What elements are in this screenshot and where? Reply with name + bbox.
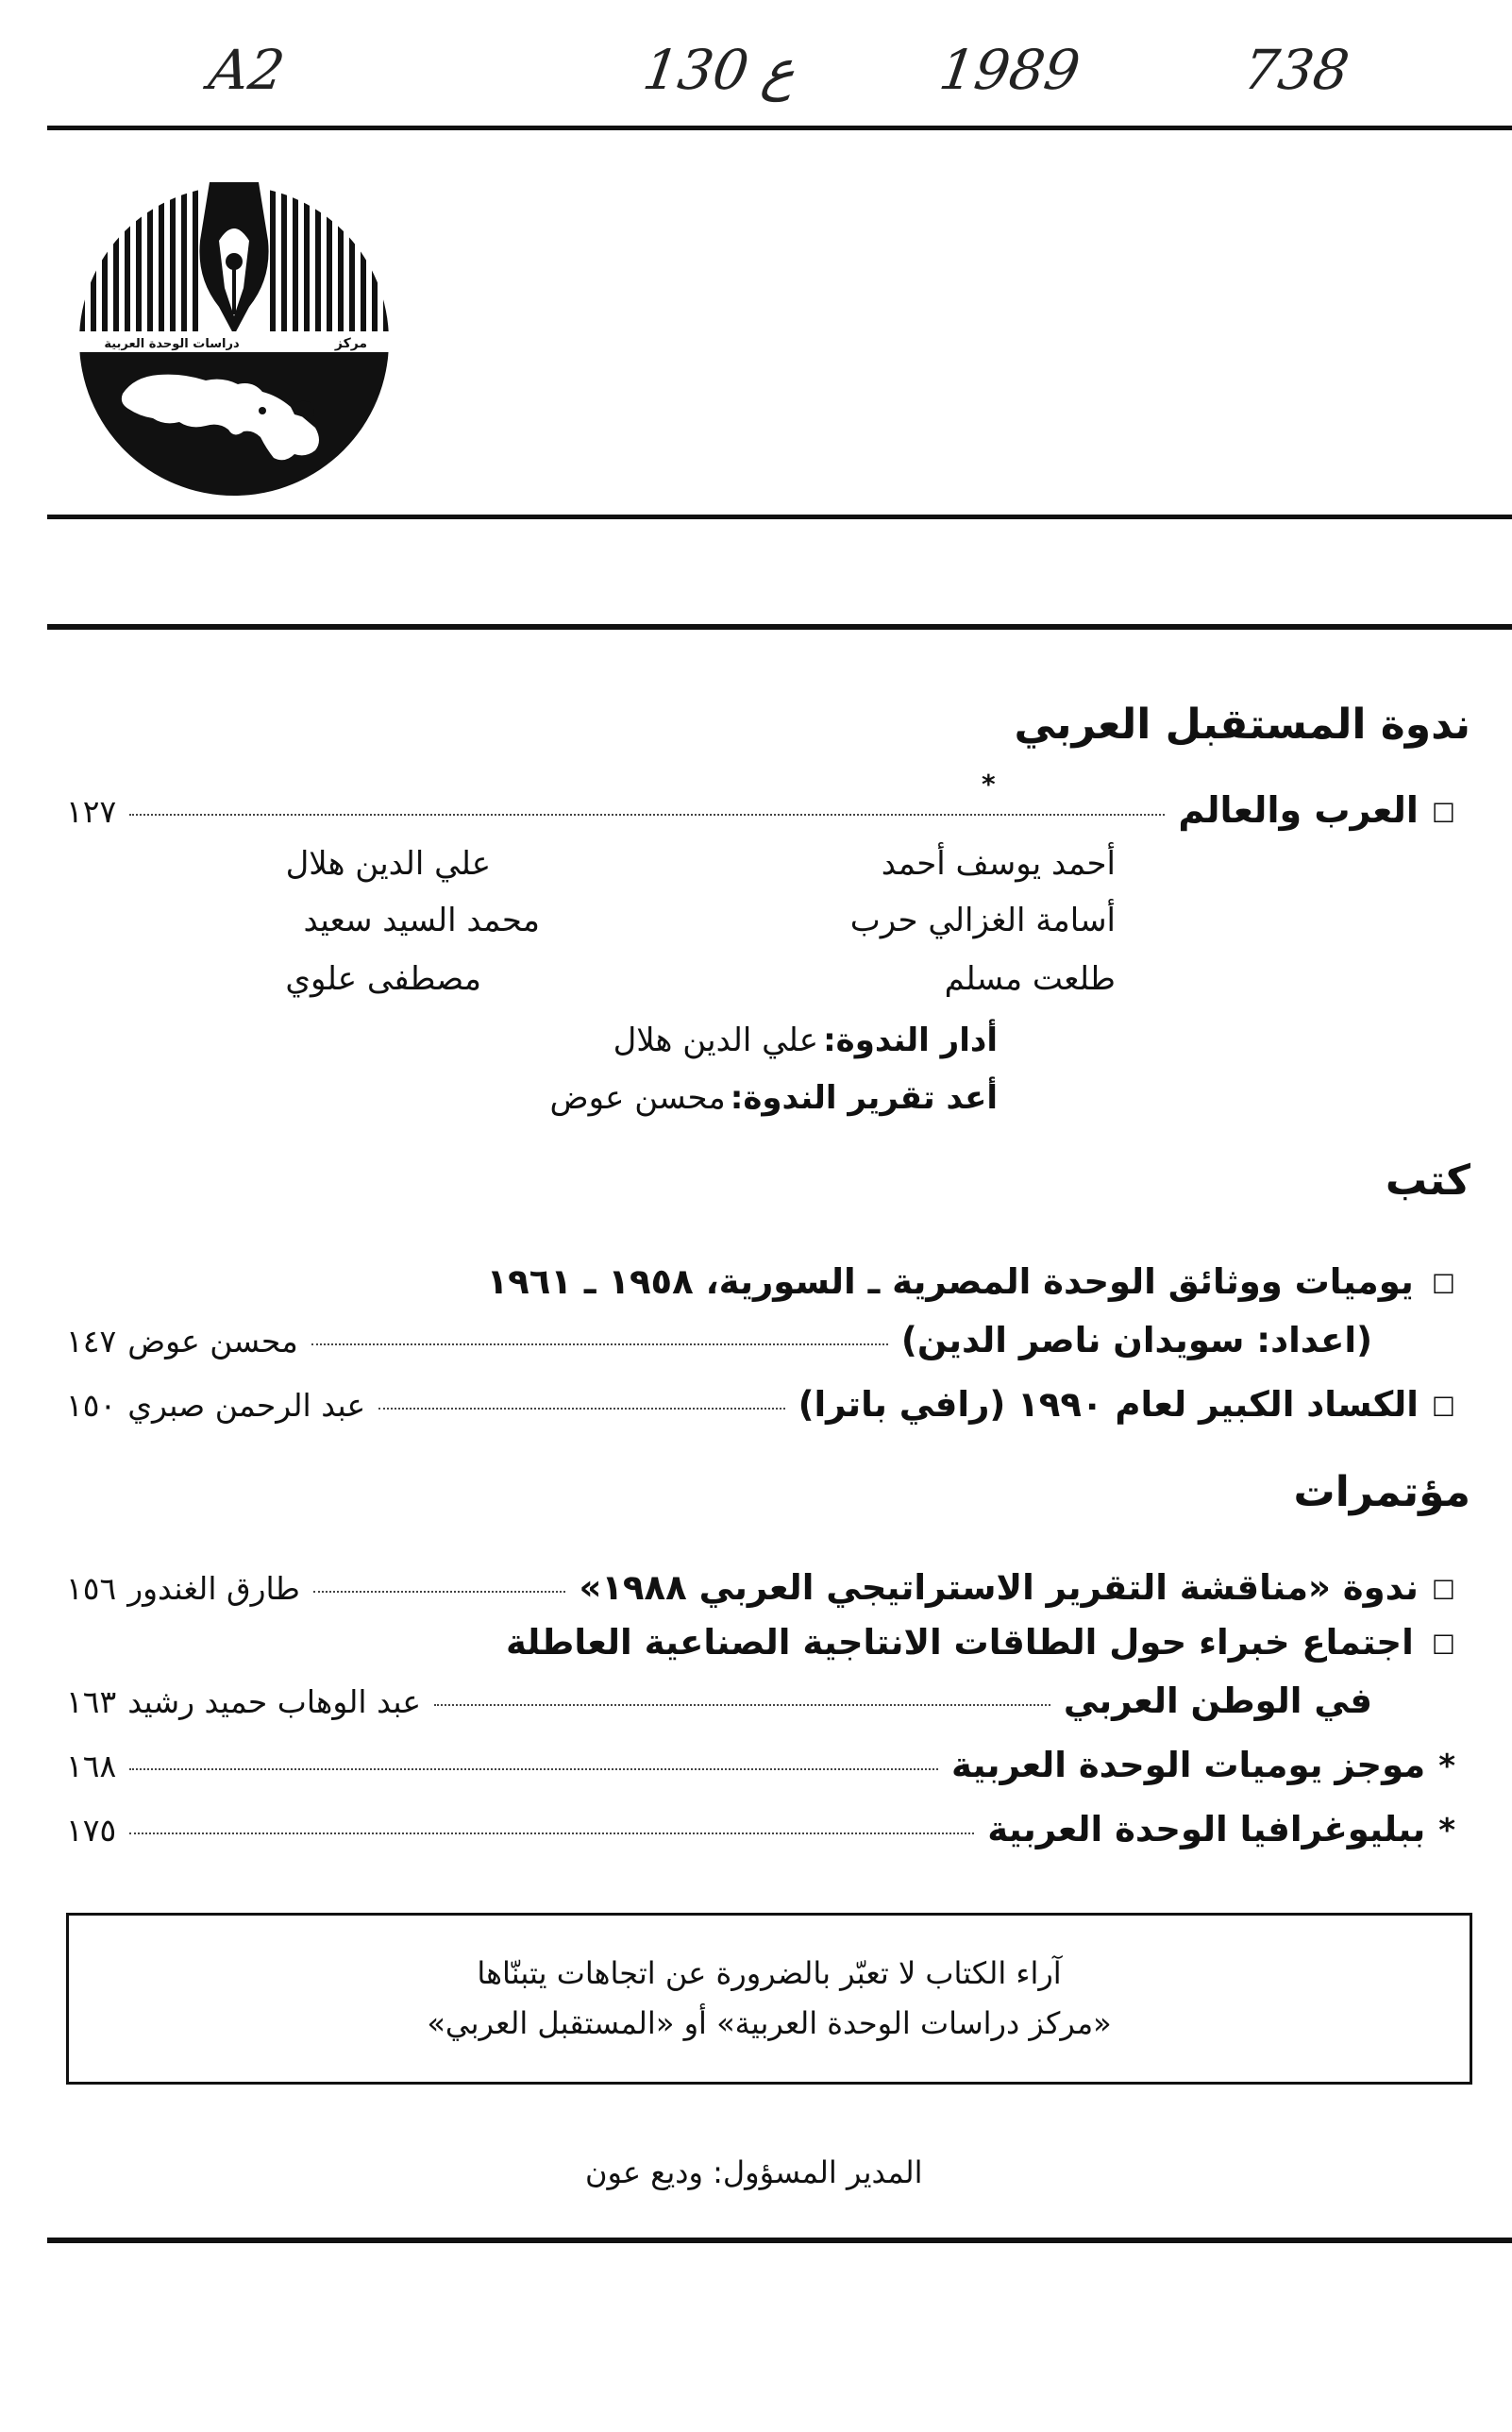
dot-leader — [311, 1343, 888, 1345]
editor-in-charge: المدير المسؤول: وديع عون — [585, 2154, 923, 2190]
top-rule — [47, 126, 1512, 130]
toc-entry-bibliography — [66, 1809, 1455, 1849]
checkbox-square-icon: ☐ — [1431, 1575, 1455, 1606]
handwritten-note-b: 130 — [639, 38, 753, 102]
handwritten-note-d: 1989 — [935, 38, 1084, 102]
logo-bottom-rule — [47, 515, 1512, 519]
book-1-subtitle: (اعداد: سويدان ناصر الدين) — [900, 1320, 1372, 1360]
dot-leader — [378, 1408, 784, 1410]
bottom-rule — [47, 2238, 1512, 2243]
moderator-name: علي الدين هلال — [613, 1022, 818, 1059]
book-1-title-line — [487, 1261, 1455, 1302]
asterisk-mark: * — [982, 768, 996, 800]
conference-2-author: عبد الوهاب حميد رشيد — [127, 1683, 422, 1720]
book-1-author: محسن عوض — [127, 1323, 298, 1360]
section-heading-books: كتب — [1385, 1157, 1470, 1205]
page-number: ١٥٦ — [66, 1570, 117, 1607]
handwritten-note-a: A2 — [205, 38, 289, 102]
misc-item-1: موجز يوميات الوحدة العربية — [951, 1745, 1426, 1785]
participant-right-2: أسامة الغزالي حرب — [849, 902, 1116, 939]
conference-1-title: ندوة «مناقشة التقرير الاستراتيجي العربي ١٩٨٨» — [579, 1567, 1419, 1608]
reporter-line — [550, 1079, 998, 1117]
disclaimer-line-2: «مركز دراسات الوحدة العربية» أو «المستقبل العربي» — [427, 2005, 1112, 2041]
logo-caption-left: مركز — [334, 336, 368, 351]
moderator-line — [613, 1022, 998, 1059]
dot-leader — [129, 1768, 938, 1770]
moderator-label: أدار الندوة: — [823, 1022, 998, 1059]
asterisk-bullet-icon: * — [1438, 1748, 1455, 1785]
disclaimer-line-1: آراء الكتاب لا تعبّر بالضرورة عن اتجاهات يتبنّاها — [477, 1955, 1062, 1992]
conference-2-title-line-1: اجتماع خبراء حول الطاقات الانتاجية الصناعية العاطلة — [505, 1622, 1414, 1663]
toc-entry-title: العرب والعالم — [1178, 789, 1419, 831]
toc-entry-book-2 — [66, 1384, 1455, 1425]
book-1-title: يوميات ووثائق الوحدة المصرية ـ السورية، ١٩٥٨ ـ ١٩٦١ — [486, 1261, 1414, 1302]
toc-entry-conference-2 — [66, 1680, 1372, 1721]
content-top-rule — [47, 624, 1512, 630]
reporter-label: أعد تقرير الندوة: — [730, 1079, 998, 1117]
handwritten-note-c: ع — [758, 38, 800, 102]
page-number: ١٥٠ — [66, 1387, 117, 1424]
toc-entry-conference-1 — [66, 1567, 1455, 1608]
disclaimer-box — [66, 1913, 1472, 2085]
toc-entry-arabs-and-world — [66, 789, 1455, 831]
logo-caption-right: دراسات الوحدة العربية — [104, 337, 240, 351]
section-heading-conferences: مؤتمرات — [1293, 1468, 1470, 1516]
conference-1-author: طارق الغندور — [127, 1570, 300, 1607]
dot-leader — [313, 1591, 566, 1593]
participant-left-3: مصطفى علوي — [285, 960, 481, 998]
participant-left-1: علي الدين هلال — [285, 845, 491, 883]
dot-leader — [434, 1704, 1050, 1706]
checkbox-square-icon: ☐ — [1431, 798, 1455, 829]
center-logo — [68, 175, 400, 496]
page-number: ١٢٧ — [66, 793, 117, 830]
dot-leader — [129, 1832, 974, 1834]
checkbox-square-icon: ☐ — [1431, 1269, 1455, 1300]
toc-entry-unity-diary — [66, 1745, 1455, 1785]
misc-item-2: ببليوغرافيا الوحدة العربية — [987, 1809, 1426, 1849]
participant-left-2: محمد السيد سعيد — [303, 902, 540, 939]
conference-2-title-line-2: في الوطن العربي — [1063, 1680, 1372, 1721]
book-2-title: الكساد الكبير لعام ١٩٩٠ (رافي باترا) — [798, 1384, 1419, 1425]
section-heading-symposium: ندوة المستقبل العربي — [1014, 701, 1470, 749]
checkbox-square-icon: ☐ — [1431, 1392, 1455, 1423]
toc-entry-book-1 — [66, 1320, 1372, 1360]
asterisk-bullet-icon: * — [1438, 1812, 1455, 1849]
page-number: ١٧٥ — [66, 1812, 117, 1849]
dot-leader — [129, 814, 1165, 816]
reporter-name: محسن عوض — [549, 1079, 726, 1117]
checkbox-square-icon: ☐ — [1431, 1630, 1455, 1661]
participant-right-3: طلعت مسلم — [944, 960, 1116, 998]
book-2-author: عبد الرحمن صبري — [127, 1387, 366, 1424]
page-number: ١٦٣ — [66, 1683, 117, 1720]
page-number: ١٤٧ — [66, 1323, 117, 1360]
conference-2-title-line — [506, 1622, 1455, 1663]
handwritten-note-e: 738 — [1239, 38, 1353, 102]
page-number: ١٦٨ — [66, 1748, 117, 1784]
participant-right-1: أحمد يوسف أحمد — [881, 845, 1116, 883]
